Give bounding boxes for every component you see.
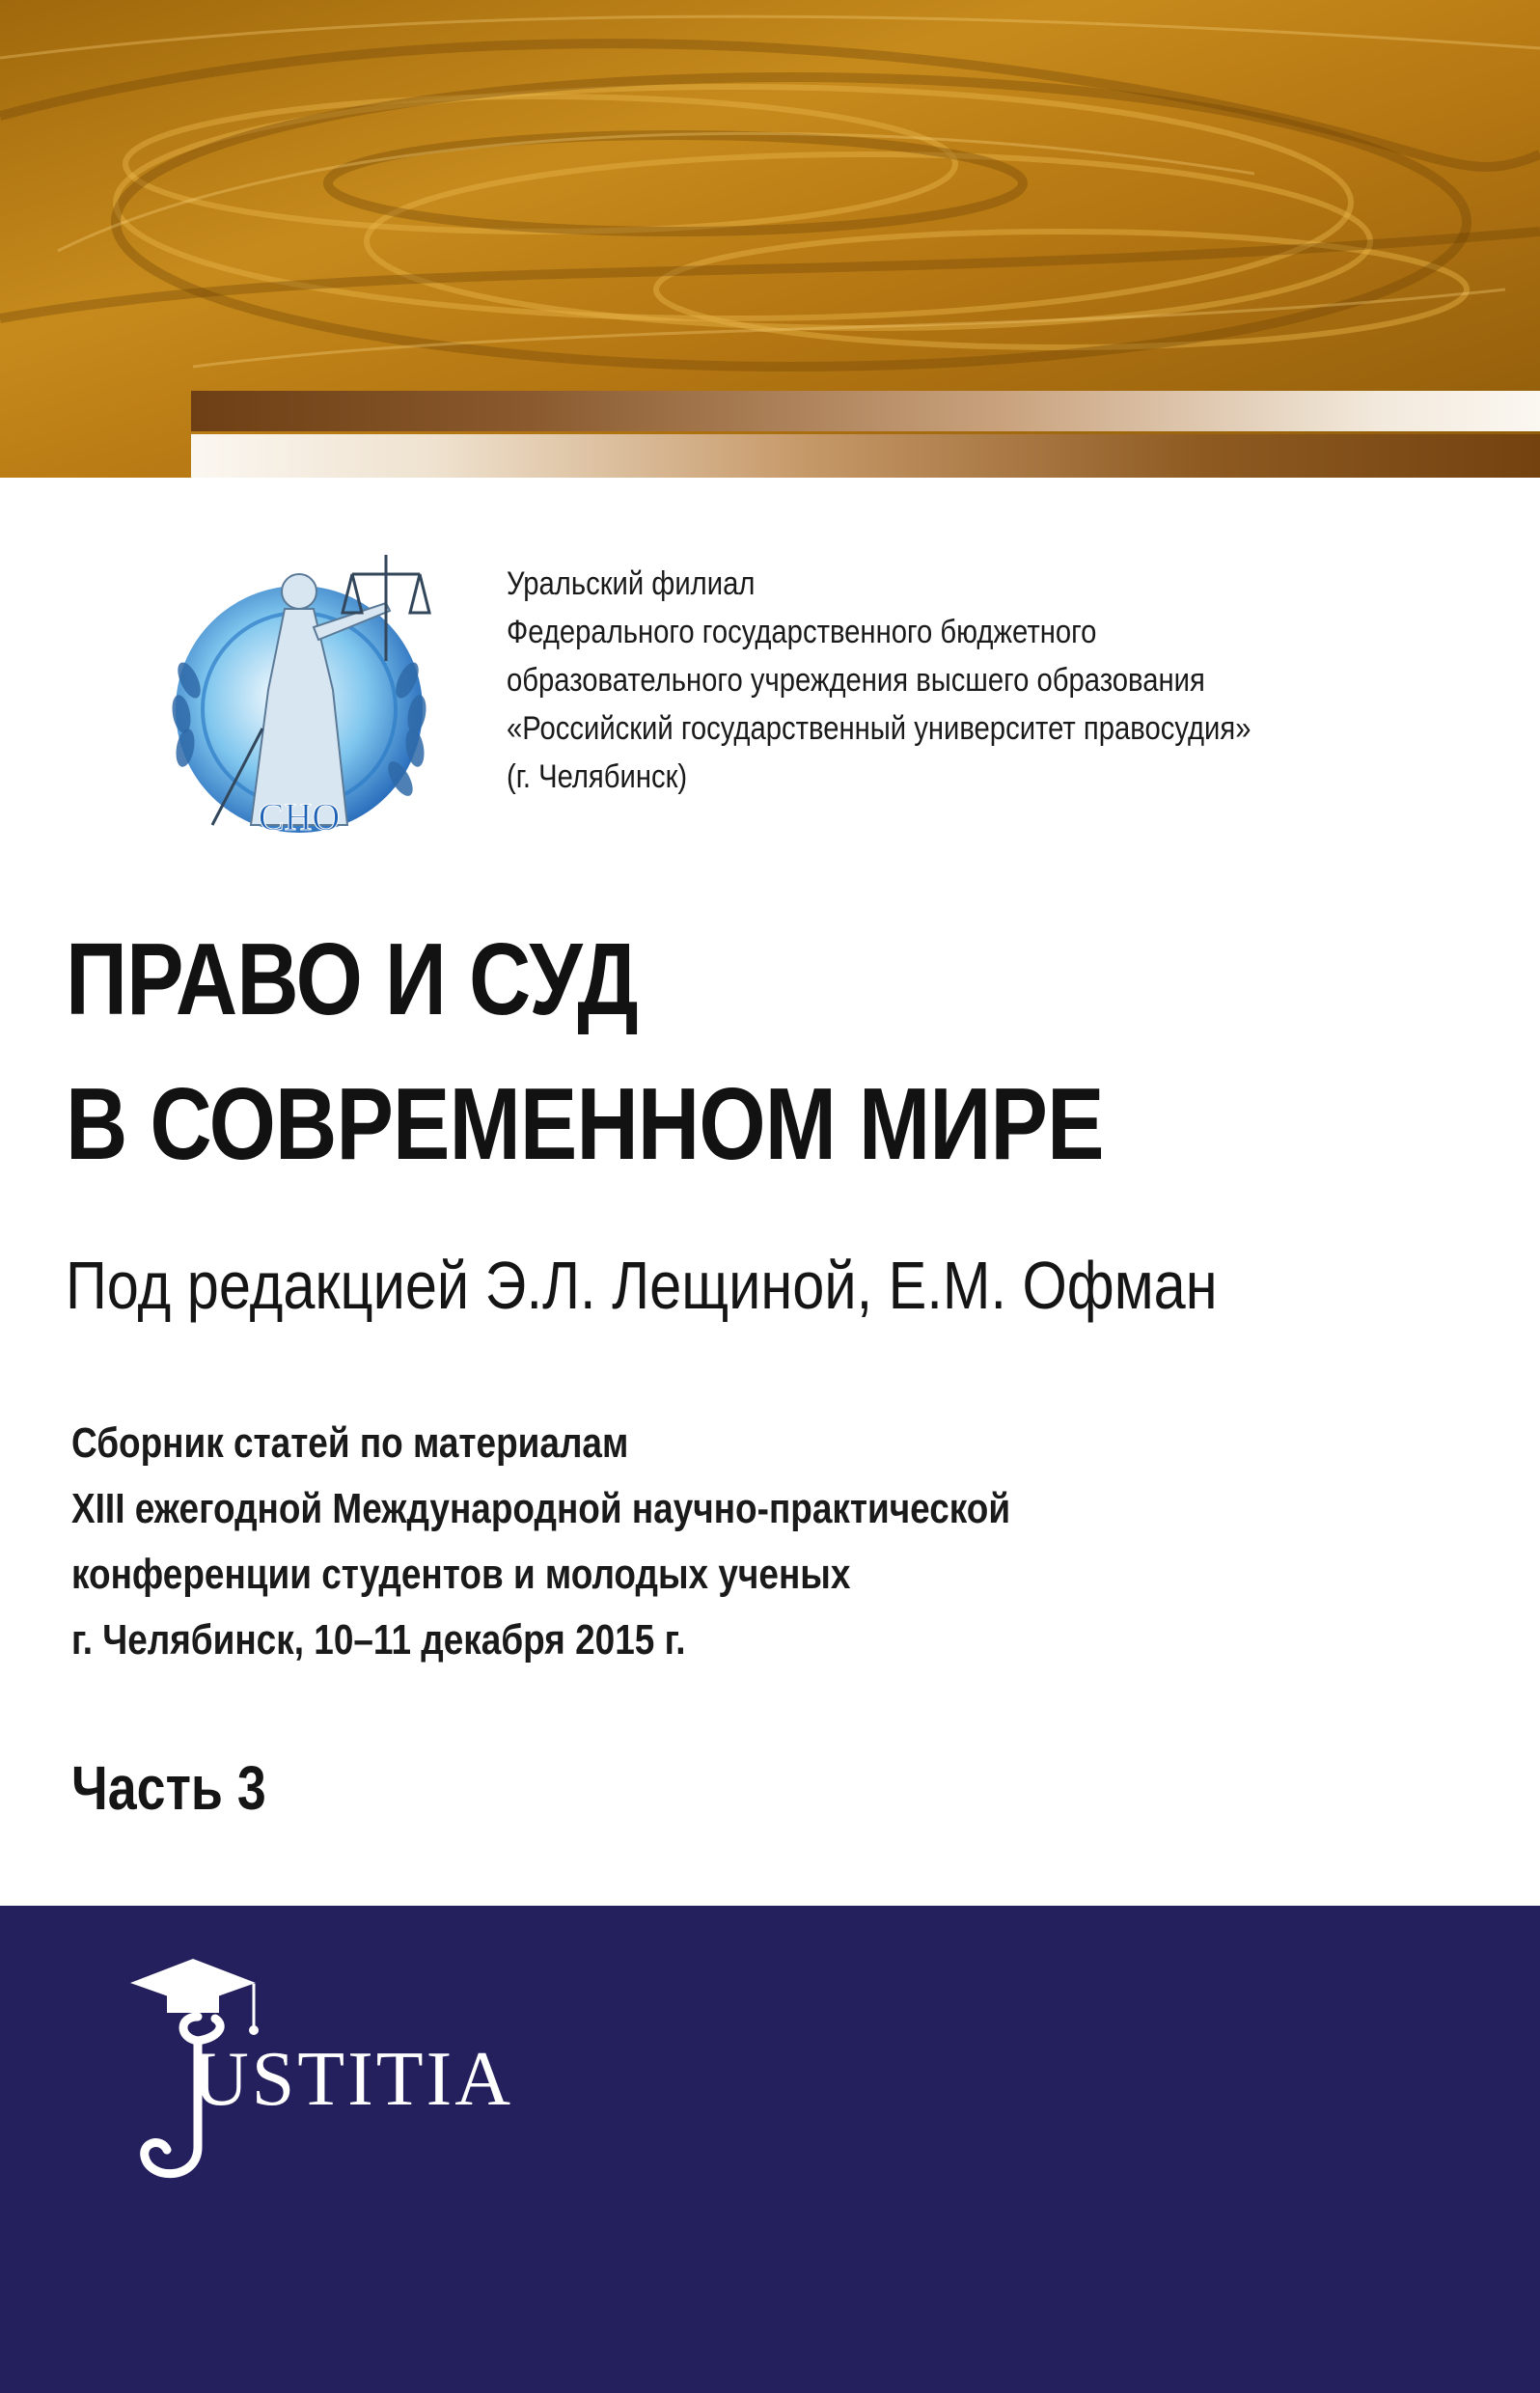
institution-line: образовательного учреждения высшего образования [507, 662, 1205, 699]
collection-line: Сборник статей по материалам [71, 1419, 629, 1467]
themis-scales-emblem-icon [154, 536, 463, 864]
institution-line: «Российский государственный университет правосудия» [507, 710, 1251, 747]
collection-line: г. Челябинск, 10–11 декабря 2015 г. [71, 1616, 686, 1664]
publisher-name: USTITIA [193, 2037, 514, 2122]
title-line: ПРАВО И СУД [66, 922, 638, 1036]
institution-line: Уральский филиал [507, 565, 756, 602]
collection-description [71, 1411, 1480, 1673]
decorative-band-upper [191, 391, 1540, 431]
institution-line: (г. Челябинск) [507, 758, 688, 795]
title-line: В СОВРЕМЕННОМ МИРЕ [66, 1067, 1104, 1181]
part-number: Часть 3 [71, 1753, 266, 1823]
editors-line: Под редакцией Э.Л. Лещиной, Е.М. Офман [66, 1248, 1218, 1323]
collection-line: XIII ежегодной Международной научно-практической [71, 1485, 1011, 1532]
book-title [66, 907, 1494, 1196]
collection-line: конференции студентов и молодых ученых [71, 1551, 851, 1598]
institution-block [507, 560, 1510, 801]
decorative-band-lower [191, 434, 1540, 478]
emblem-text: СНО [258, 795, 341, 839]
institution-line: Федерального государственного бюджетного [507, 614, 1097, 650]
